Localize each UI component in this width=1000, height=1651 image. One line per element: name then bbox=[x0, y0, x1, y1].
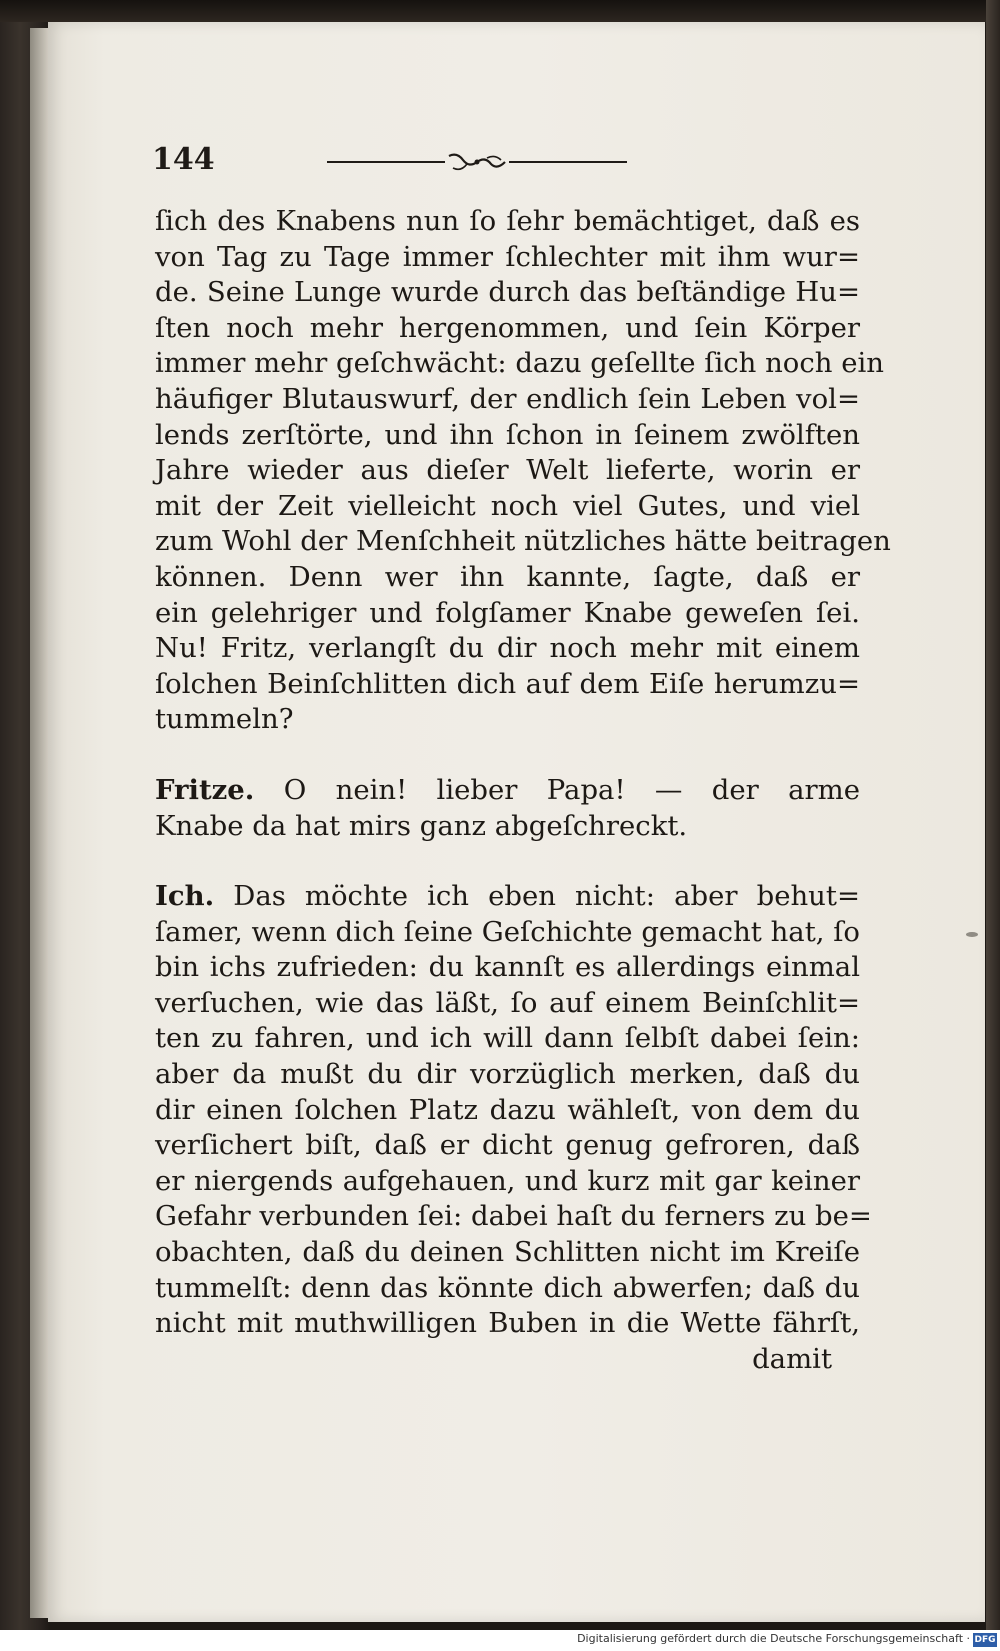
speaker-name: Fritze. bbox=[155, 773, 255, 806]
text-line: zum Wohl der Menſchheit nützliches hätte beitragen bbox=[155, 525, 891, 558]
page-number: 144 bbox=[152, 142, 215, 177]
paragraph-gap bbox=[155, 738, 860, 773]
text-line bbox=[155, 773, 860, 809]
paragraph-3 bbox=[155, 879, 872, 1377]
text-line: de. Seine Lunge wurde durch das beſtändige Hu= bbox=[155, 276, 860, 309]
text-line: Gefahr verbunden ſei: dabei haſt du ferners zu be= bbox=[155, 1200, 872, 1233]
text-line: bin ichs zufrieden: du kannſt es allerdings einmal bbox=[155, 951, 860, 984]
text-line bbox=[155, 879, 860, 915]
dfg-logo: DFG bbox=[974, 1635, 996, 1645]
dialogue-text: O nein! lieber Papa! — der arme bbox=[283, 773, 860, 806]
text-line: ſamer, wenn dich ſeine Geſchichte gemacht hat, ſo bbox=[155, 915, 860, 948]
text-line: von Tag zu Tage immer ſchlechter mit ihm wur= bbox=[155, 240, 860, 273]
text-line: ſolchen Beinſchlitten dich auf dem Eiſe herumzu= bbox=[155, 667, 860, 700]
text-line: ein gelehriger und folgſamer Knabe geweſen ſei. bbox=[155, 596, 860, 629]
text-line: tummelſt: denn das könnte dich abwerfen; daß du bbox=[155, 1271, 860, 1304]
book-top-edge bbox=[0, 0, 1000, 22]
text-line: aber da mußt du dir vorzüglich merken, daß du bbox=[155, 1058, 860, 1091]
text-line: ſich des Knabens nun ſo ſehr bemächtiget, daß es bbox=[155, 205, 860, 237]
text-line: mit der Zeit vielleicht noch viel Gutes, und viel bbox=[155, 489, 860, 522]
text-line: er niergends aufgehauen, und kurz mit gar keiner bbox=[155, 1164, 860, 1197]
speaker-name: Ich. bbox=[155, 880, 215, 913]
text-line: verſichert biſt, daß er dicht genug gefroren, daß bbox=[155, 1129, 860, 1162]
text-line: ten zu fahren, und ich will dann ſelbſt dabei ſein: bbox=[155, 1022, 860, 1055]
paragraph-gap bbox=[155, 844, 860, 879]
text-line: verſuchen, wie das läßt, ſo auf einem Beinſchlit= bbox=[155, 986, 860, 1019]
paragraph-1 bbox=[155, 204, 891, 738]
text-line: Knabe da hat mirs ganz abgeſchreckt. bbox=[155, 809, 688, 842]
funding-credit: Digitalisierung gefördert durch die Deutsche Forschungsgemeinschaft · bbox=[577, 1632, 970, 1645]
book-right-edge bbox=[986, 0, 1000, 1651]
text-line: ſten noch mehr hergenommen, und ſein Körper bbox=[155, 311, 860, 344]
text-line: lends zerſtörte, und ihn ſchon in ſeinem zwölften bbox=[155, 418, 860, 451]
text-line: Jahre wieder aus dieſer Welt lieferte, worin er bbox=[155, 454, 860, 487]
text-line: können. Denn wer ihn kannte, ſagte, daß er bbox=[155, 560, 860, 593]
page-header bbox=[152, 142, 712, 182]
dialogue-text: Das möchte ich eben nicht: aber behut= bbox=[233, 880, 860, 913]
text-line: dir einen ſolchen Platz dazu wähleſt, von dem du bbox=[155, 1093, 860, 1126]
text-line: nicht mit muthwilligen Buben in die Wette fährſt, bbox=[155, 1307, 860, 1340]
paragraph-2 bbox=[155, 773, 860, 844]
text-line: tummeln? bbox=[155, 703, 294, 736]
digitization-footer bbox=[0, 1630, 1000, 1651]
text-line: immer mehr geſchwächt: dazu geſellte ſich noch ein bbox=[155, 347, 884, 380]
text-line: obachten, daß du deinen Schlitten nicht im Kreiſe bbox=[155, 1236, 860, 1269]
paper-speck bbox=[966, 932, 978, 937]
page-text bbox=[155, 204, 891, 1377]
ornament-rule-icon bbox=[327, 150, 627, 174]
text-line: Nu! Fritz, verlangſt du dir noch mehr mit einem bbox=[155, 632, 860, 665]
text-line: häufiger Blutauswurf, der endlich ſein Leben vol= bbox=[155, 382, 860, 415]
catchword: damit bbox=[752, 1342, 832, 1375]
